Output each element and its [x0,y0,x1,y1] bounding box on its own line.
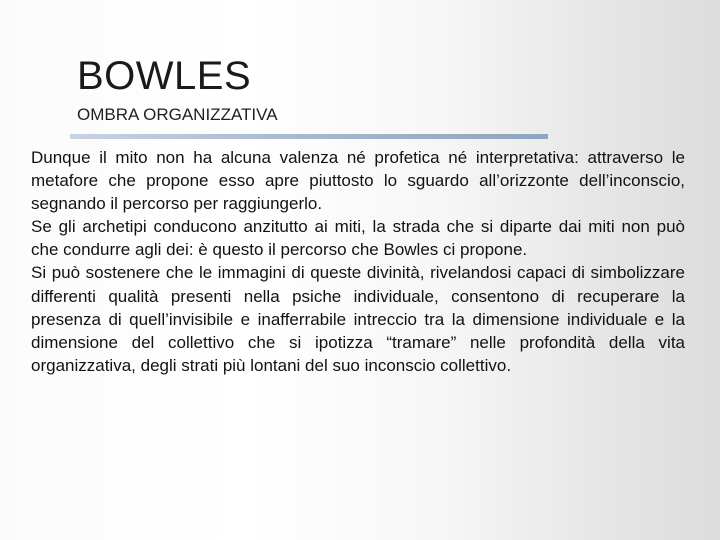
title-underline-bar [70,134,548,139]
body-paragraph-1: Dunque il mito non ha alcuna valenza né profetica né interpretativa: attraverso le metafore che propone esso apre piuttosto lo sguardo all’orizzonte dell’inconscio, segnando il percorso per raggiungerlo. [31,148,685,214]
body-paragraph-3: Si può sostenere che le immagini di queste divinità, rivelandosi capaci di simbolizzare differenti qualità presenti nella psiche individuale, consentono di recuperare la presenza di quell’invisibile e inafferrabile intreccio tra la dimensione individuale e la dimensione del collettivo che si ipotizza “tramare” nelle profondità della vita organizzativa, degli strati più lontani del suo inconscio collettivo. [31,263,685,375]
slide-subtitle: OMBRA ORGANIZZATIVA [77,105,278,124]
slide-title: BOWLES [77,54,252,98]
body-paragraph-2: Se gli archetipi conducono anzitutto ai miti, la strada che si diparte dai miti non può che condurre agli dei: è questo il percorso che Bowles ci propone. [31,217,685,260]
slide-body [31,146,685,377]
